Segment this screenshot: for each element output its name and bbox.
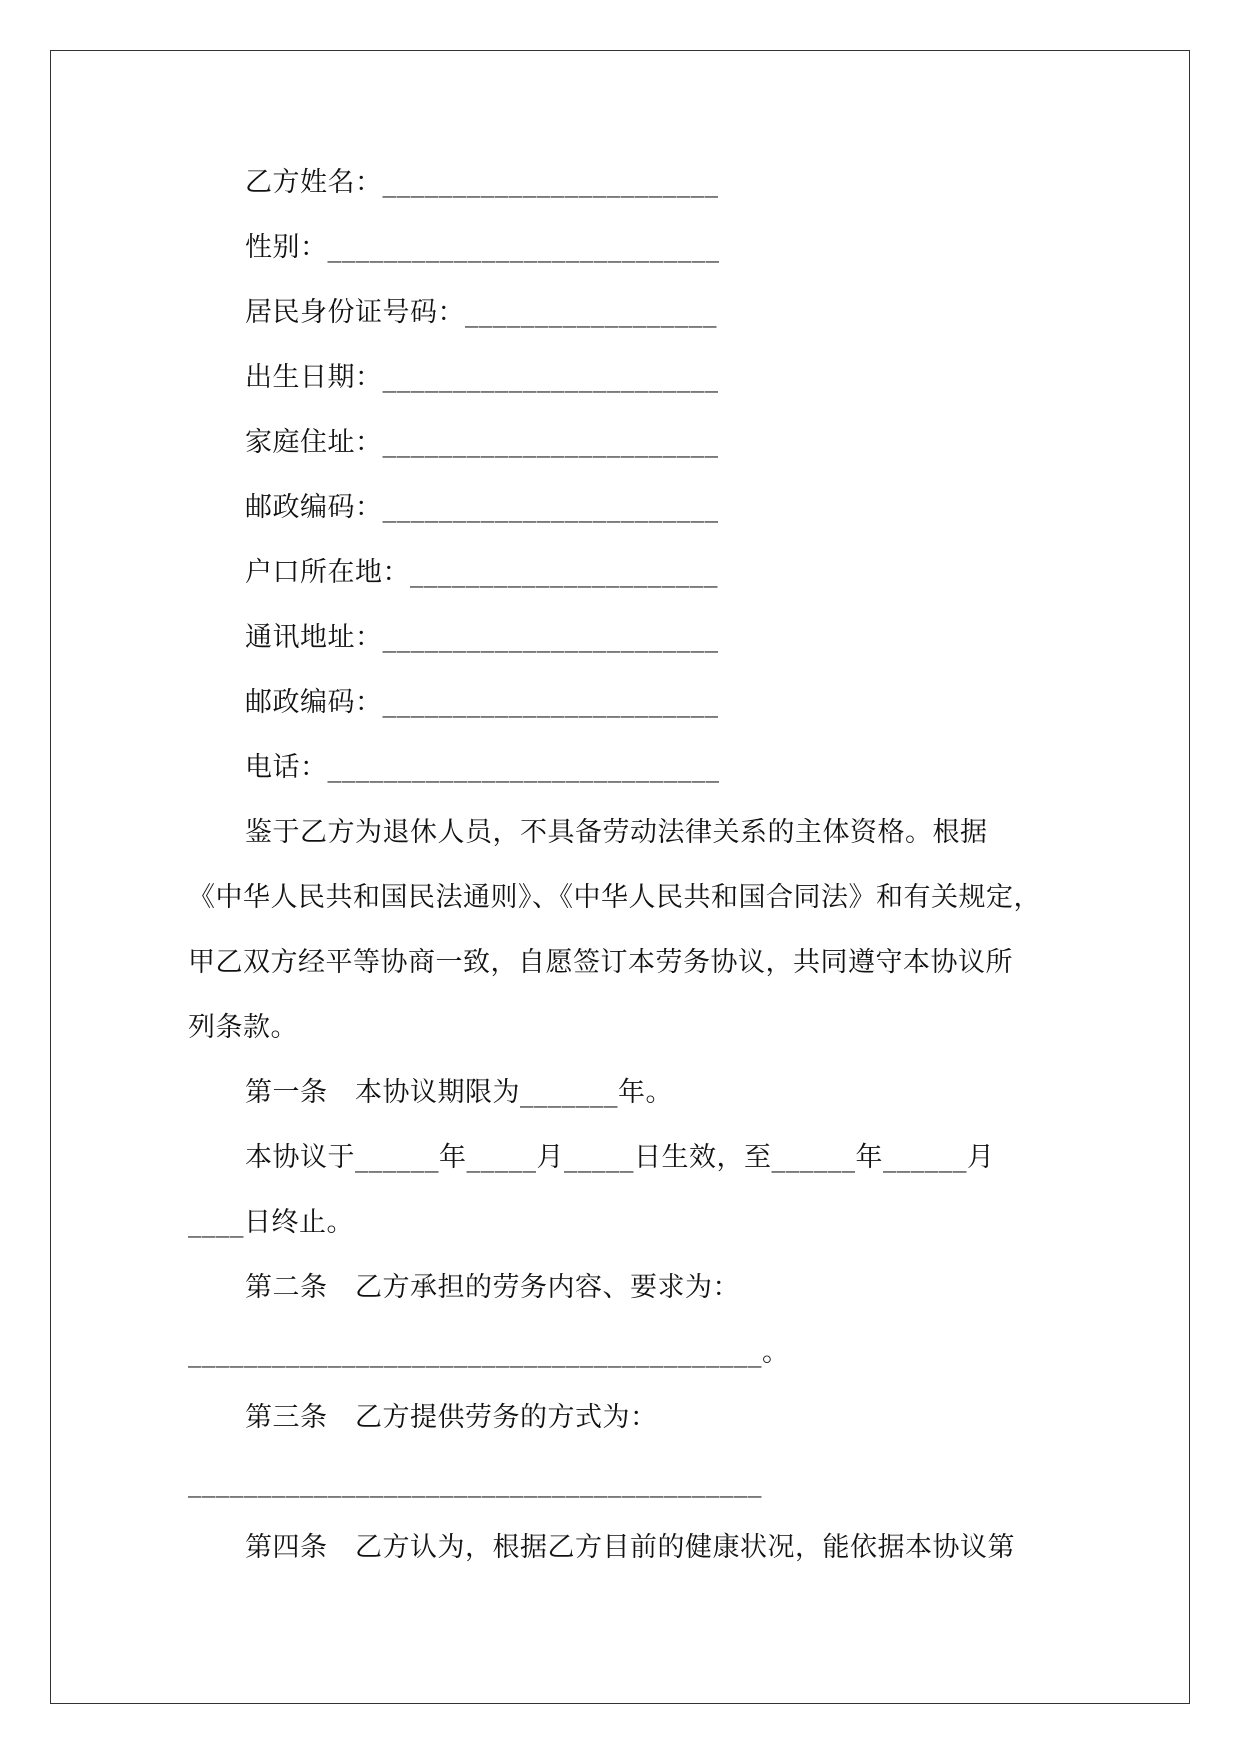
document-body <box>188 160 1058 1590</box>
phone-field: 电话：____________________________ <box>245 752 720 783</box>
article-1-term-line-2: ____日终止。 <box>188 1207 354 1238</box>
article-1-term-line-1: 本协议于______年_____月_____日生效，至______年______月 <box>245 1142 995 1173</box>
article-2-blank: _________________________________________。 <box>188 1337 790 1368</box>
preamble-line-2: 《中华人民共和国民法通则》、《中华人民共和国合同法》和有关规定， <box>188 882 1041 913</box>
preamble-line-4: 列条款。 <box>188 1012 298 1043</box>
article-1-heading: 第一条 本协议期限为_______年。 <box>245 1077 673 1108</box>
article-4-heading: 第四条 乙方认为，根据乙方目前的健康状况，能依据本协议第 <box>245 1532 1015 1563</box>
article-3-heading: 第三条 乙方提供劳务的方式为： <box>245 1402 658 1433</box>
postal-code-field-2: 邮政编码：________________________ <box>245 687 719 718</box>
home-address-field: 家庭住址：________________________ <box>245 427 719 458</box>
article-3-blank: _________________________________________ <box>188 1467 762 1498</box>
gender-field: 性别：____________________________ <box>245 232 720 263</box>
party-b-name-field: 乙方姓名：________________________ <box>245 167 719 198</box>
postal-code-field-1: 邮政编码：________________________ <box>245 492 719 523</box>
preamble-line-3: 甲乙双方经平等协商一致，自愿签订本劳务协议，共同遵守本协议所 <box>188 947 1013 978</box>
id-number-field: 居民身份证号码：__________________ <box>245 297 717 328</box>
article-2-heading: 第二条 乙方承担的劳务内容、要求为： <box>245 1272 740 1303</box>
mailing-address-field: 通讯地址：________________________ <box>245 622 719 653</box>
birth-date-field: 出生日期：________________________ <box>245 362 719 393</box>
preamble-line-1: 鉴于乙方为退休人员，不具备劳动法律关系的主体资格。根据 <box>245 817 988 848</box>
household-registration-field: 户口所在地：______________________ <box>245 557 718 588</box>
